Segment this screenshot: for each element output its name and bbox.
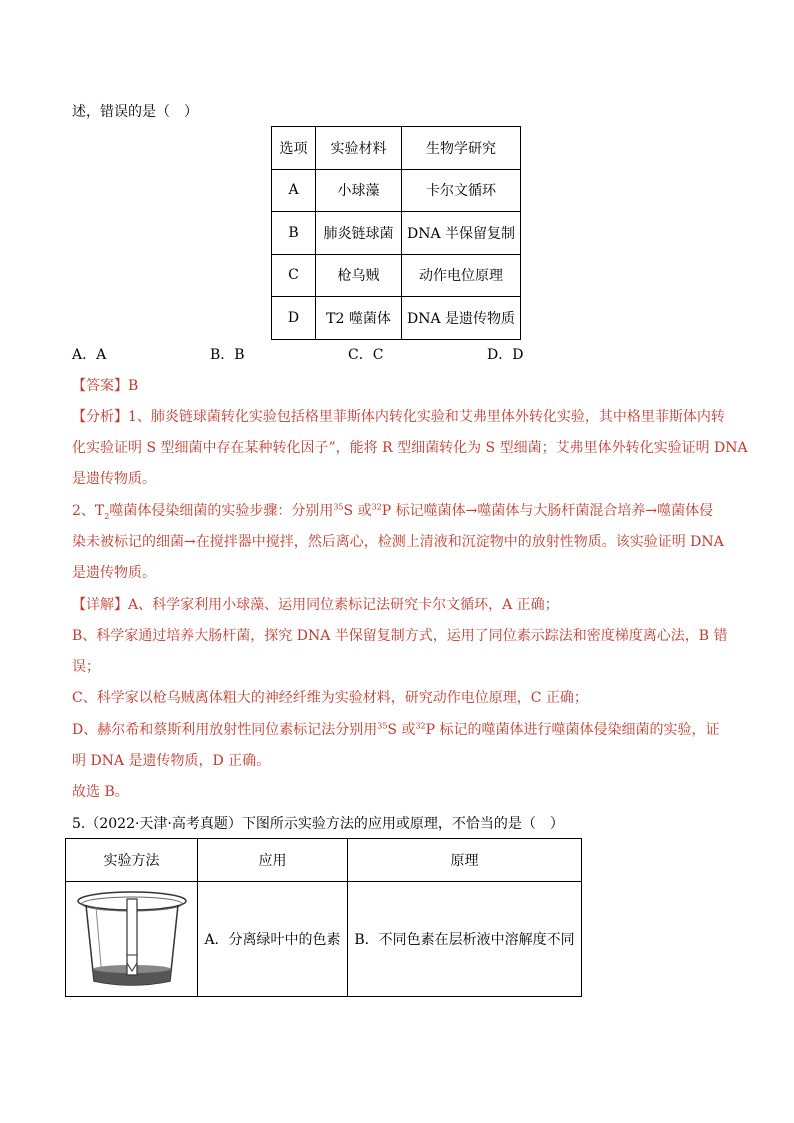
table-header: 实验方法: [66, 839, 198, 882]
option-a: A．A: [72, 347, 107, 363]
table-cell: A: [272, 169, 316, 212]
option-table: [271, 126, 521, 340]
table-cell: C: [272, 254, 316, 297]
option-b: B．B: [210, 347, 245, 363]
answer: 【答案】B: [72, 378, 139, 394]
analysis-line: 是遗传物质。: [72, 565, 156, 581]
conclusion: 故选 B。: [72, 784, 129, 800]
analysis-line: 染未被标记的细菌→在搅拌器中搅拌，然后离心，检测上清液和沉淀物中的放射性物质。该实验证明 DNA: [72, 534, 724, 550]
table-header: 原理: [348, 839, 582, 882]
detail-line: 【详解】A、科学家利用小球藻、运用同位素标记法研究卡尔文循环，A 正确；: [72, 597, 559, 613]
table-cell: T2 噬菌体: [316, 297, 402, 340]
table-cell: 卡尔文循环: [402, 169, 521, 212]
lead-text: 述，错误的是（ ）: [72, 104, 198, 120]
detail-line: C、科学家以枪乌贼离体粗大的神经纤维为实验材料，研究动作电位原理，C 正确；: [72, 690, 588, 706]
table-cell: B: [272, 212, 316, 255]
analysis-line: 化实验证明 S 型细菌中存在某种转化因子”，能将 R 型细菌转化为 S 型细菌；艾弗里体外转化实验证明 DNA: [72, 440, 748, 456]
table-header: 生物学研究: [402, 127, 521, 170]
table-row: [272, 254, 521, 297]
analysis-line: 【分析】1、肺炎链球菌转化实验包括格里菲斯体内转化实验和艾弗里体外转化实验，其中格里菲斯体内转: [72, 409, 725, 425]
table-cell: 动作电位原理: [402, 254, 521, 297]
question-5: 5.（2022·天津·高考真题）下图所示实验方法的应用或原理，不恰当的是（ ）: [72, 816, 564, 832]
table-row: [272, 169, 521, 212]
table-cell: DNA 是遗传物质: [402, 297, 521, 340]
principle-cell: B．不同色素在层析液中溶解度不同: [348, 882, 582, 997]
table-header: 选项: [272, 127, 316, 170]
detail-line: 误；: [72, 659, 100, 675]
table-row: [272, 212, 521, 255]
detail-line: 明 DNA 是遗传物质，D 正确。: [72, 753, 271, 769]
method-table: [65, 838, 582, 997]
table-row: [66, 882, 582, 997]
table-header: 实验材料: [316, 127, 402, 170]
table-cell: 小球藻: [316, 169, 402, 212]
table-cell: 枪乌贼: [316, 254, 402, 297]
table-cell: DNA 半保留复制: [402, 212, 521, 255]
analysis-line: 是遗传物质。: [72, 471, 156, 487]
chromatography-cell: [66, 882, 198, 997]
chromatography-beaker-icon: [72, 885, 192, 989]
analysis-line: 2、$T_2$噬菌体侵染细菌的实验步骤：分别用$^{35}$S 或$^{32}$P 标记噬菌体→噬菌体与大肠杆菌混合培养→噬菌体侵: [72, 502, 714, 521]
application-cell: A．分离绿叶中的色素: [198, 882, 348, 997]
table-header: 应用: [198, 839, 348, 882]
table-cell: 肺炎链球菌: [316, 212, 402, 255]
option-d: D．D: [487, 347, 524, 363]
table-row: [272, 297, 521, 340]
option-c: C．C: [348, 347, 384, 363]
table-cell: D: [272, 297, 316, 340]
detail-line: B、科学家通过培养大肠杆菌，探究 DNA 半保留复制方式，运用了同位素示踪法和密度梯度离心法，B 错: [72, 628, 728, 644]
detail-line: D、赫尔希和蔡斯利用放射性同位素标记法分别用$^{35}$S 或$^{32}$P 标记的噬菌体进行噬菌体侵染细菌的实验，证: [72, 721, 720, 738]
